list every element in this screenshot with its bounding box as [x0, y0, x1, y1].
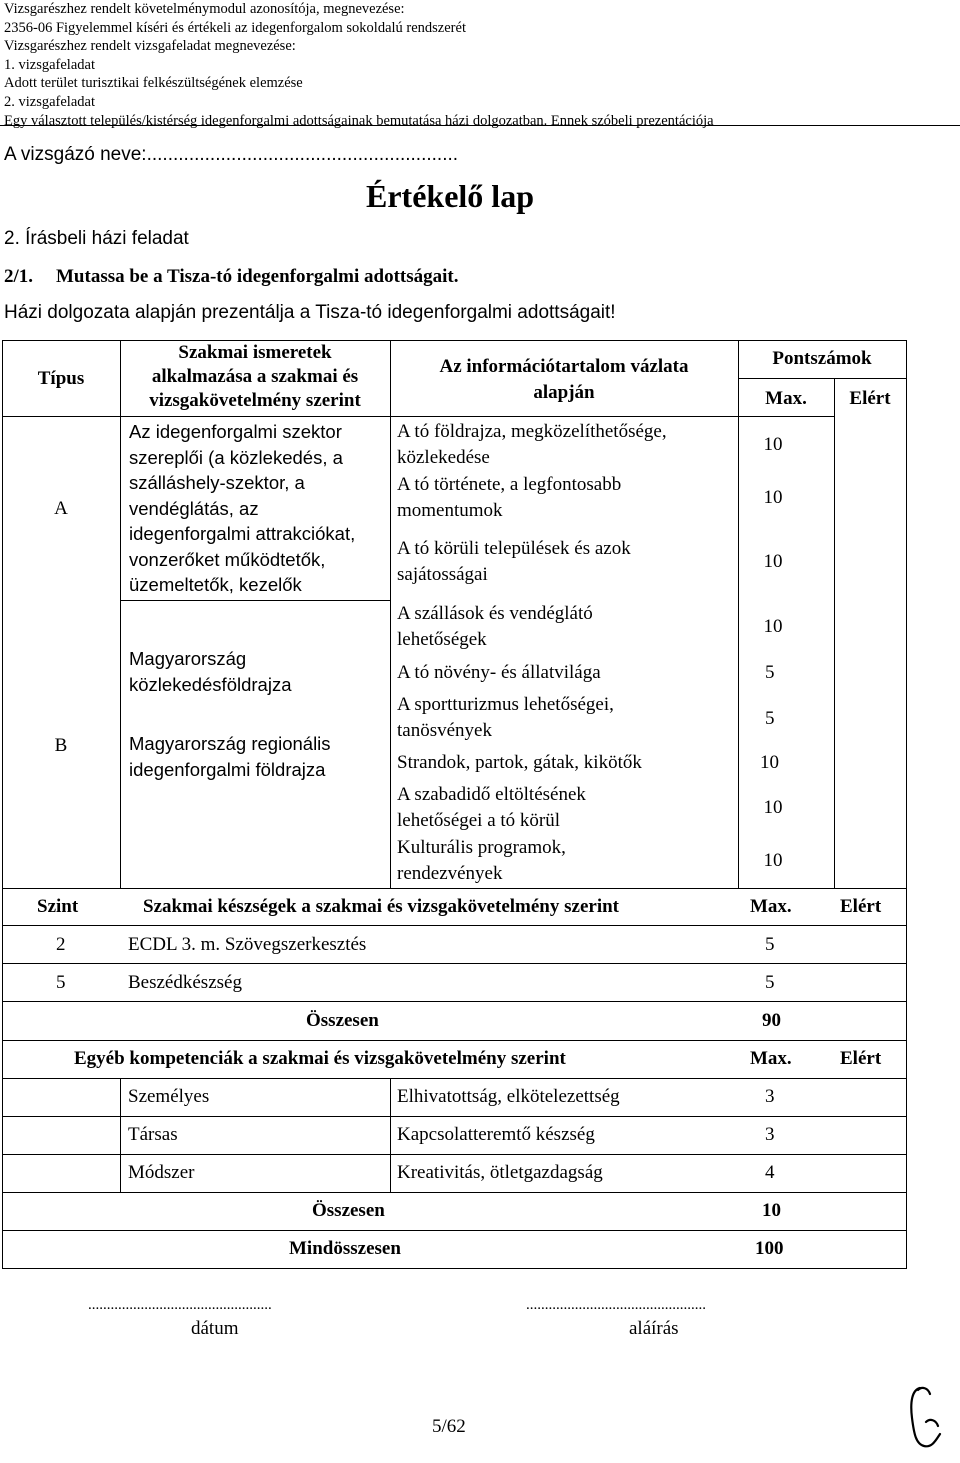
info-item: [397, 835, 737, 886]
info-line: momentumok: [397, 499, 503, 521]
item-max: 10: [763, 551, 783, 572]
info-item: [397, 750, 737, 776]
competency-category: Társas: [128, 1124, 178, 1145]
points-header: Pontszámok: [772, 348, 872, 369]
info-line: A szállások és vendéglátó: [397, 603, 593, 624]
total-label: Összesen: [312, 1200, 385, 1221]
item-max: 5: [765, 662, 775, 683]
header-line: Adott terület turisztikai felkészültségének elemzése: [4, 75, 303, 92]
info-line: sajátosságai: [397, 563, 488, 585]
item-max: 10: [760, 752, 779, 773]
total-value: 90: [762, 1010, 781, 1031]
competency-name: Kapcsolatteremtő készség: [397, 1124, 595, 1145]
section-label: 2. Írásbeli házi feladat: [4, 228, 189, 249]
grid-line: [834, 378, 835, 888]
grid-line: [2, 1192, 907, 1193]
knowledge-line: Magyarország regionális: [129, 733, 331, 754]
grid-line: [2, 1078, 907, 1079]
info-line: A sportturizmus lehetőségei,: [397, 694, 614, 715]
skill-name: Beszédkészség: [128, 972, 242, 993]
info-item: [397, 472, 737, 523]
page-title: Értékelő lap: [366, 178, 534, 214]
header-text-line: alkalmazása a szakmai és: [151, 366, 359, 387]
achieved-header: Elért: [849, 388, 891, 409]
competencies-max-header: Max.: [750, 1048, 792, 1069]
date-label: dátum: [191, 1318, 239, 1339]
knowledge-line: idegenforgalmi földrajza: [129, 758, 326, 780]
skills-achieved-header: Elért: [840, 896, 882, 917]
knowledge-line: Az idegenforgalmi szektor: [129, 421, 342, 442]
competency-name: Elhivatottság, elkötelezettség: [397, 1086, 620, 1107]
grid-line: [2, 1154, 907, 1155]
info-item: [397, 782, 737, 833]
grand-total-value: 100: [755, 1238, 784, 1259]
info-line: A tó földrajza, megközelíthetősége,: [397, 421, 667, 442]
signature-mark: [902, 1382, 946, 1452]
skills-level-header: Szint: [37, 896, 79, 917]
header-line: 1. vizsgafeladat: [4, 56, 95, 73]
info-line: tanösvények: [397, 719, 492, 741]
grid-line: [2, 416, 834, 417]
knowledge-line: vendéglátás, az: [129, 497, 259, 519]
item-max: 10: [763, 434, 783, 455]
competency-category: Személyes: [128, 1086, 210, 1107]
signature-dots: ................................................: [526, 1297, 706, 1313]
item-max: 5: [765, 708, 775, 729]
knowledge-b2: [129, 731, 389, 782]
info-line: közlekedése: [397, 446, 490, 468]
item-max: 10: [763, 850, 783, 871]
info-line: A szabadidő eltöltésének: [397, 784, 586, 805]
item-max: 10: [763, 616, 783, 637]
header-text-line: Szakmai ismeretek: [178, 342, 332, 363]
date-dots: .................................................: [88, 1297, 272, 1313]
item-max: 10: [763, 797, 783, 818]
grid-line: [2, 1116, 907, 1117]
knowledge-line: szálláshely-szektor, a: [129, 472, 305, 493]
skill-max: 5: [765, 972, 775, 993]
header-text-line: Az információtartalom vázlata: [439, 356, 689, 377]
knowledge-line: idegenforgalmi attrakciókat,: [129, 523, 356, 544]
grid-line: [2, 1268, 907, 1269]
grid-line: [2, 1001, 907, 1002]
knowledge-line: közlekedésföldrajza: [129, 673, 292, 695]
grid-line: [120, 340, 121, 888]
competencies-achieved-header: Elért: [840, 1048, 882, 1069]
total-label: Összesen: [306, 1010, 379, 1031]
max-header: Max.: [765, 388, 807, 409]
info-item: [397, 660, 737, 686]
competency-category: Módszer: [128, 1162, 195, 1183]
skill-level: 5: [56, 972, 66, 993]
page-number: 5/62: [432, 1416, 466, 1437]
info-item: [397, 692, 737, 743]
grid-line: [2, 963, 907, 964]
grid-line: [906, 340, 907, 1268]
knowledge-line: vonzerőket működtetők,: [129, 548, 326, 570]
total-value: 10: [762, 1200, 781, 1221]
header-text-line: alapján: [533, 382, 595, 403]
header-divider: [0, 125, 960, 126]
info-line: lehetőségek: [397, 628, 487, 650]
grid-line: [2, 925, 907, 926]
col-type-header: Típus: [37, 368, 85, 389]
knowledge-line: üzemeltetők, kezelők: [129, 574, 302, 595]
col-info-header: [390, 354, 738, 406]
signature-label: aláírás: [629, 1318, 679, 1339]
skills-title: Szakmai készségek a szakmai és vizsgakövetelmény szerint: [143, 896, 619, 917]
grid-line: [120, 1078, 121, 1192]
grand-total-label: Mindösszesen: [289, 1238, 401, 1259]
info-line: lehetőségei a tó körül: [397, 809, 561, 831]
type-b: B: [54, 735, 68, 756]
grid-line: [390, 1078, 391, 1192]
competency-name: Kreativitás, ötletgazdagság: [397, 1162, 603, 1183]
info-line: A tó története, a legfontosabb: [397, 474, 622, 495]
knowledge-a: [129, 419, 389, 598]
info-line: A tó növény- és állatvilága: [397, 662, 601, 683]
info-item: [397, 536, 737, 587]
skill-level: 2: [56, 934, 66, 955]
grid-line: [120, 600, 390, 601]
grid-line: [2, 1230, 907, 1231]
grid-line: [2, 1040, 907, 1041]
header-line: Vizsgarészhez rendelt vizsgafeladat megnevezése:: [4, 38, 296, 55]
info-line: A tó körüli települések és azok: [397, 538, 631, 559]
skills-max-header: Max.: [750, 896, 792, 917]
header-text-line: vizsgakövetelmény szerint: [149, 390, 361, 411]
info-line: Kulturális programok,: [397, 837, 566, 858]
competency-max: 4: [765, 1162, 775, 1183]
item-max: 10: [763, 487, 783, 508]
info-item: [397, 419, 737, 470]
skill-name: ECDL 3. m. Szövegszerkesztés: [128, 934, 367, 955]
type-a: A: [54, 498, 68, 519]
header-line: Egy választott település/kistérség idegenforgalmi adottságainak bemutatása házi dolgozatban. Ennek szóbeli prezentációja: [4, 112, 714, 129]
knowledge-line: Magyarország: [129, 648, 247, 669]
header-line: Vizsgarészhez rendelt követelménymodul azonosítója, megnevezése:: [4, 1, 405, 17]
grid-line: [390, 340, 391, 888]
info-item: [397, 601, 737, 652]
header-line: 2356-06 Figyelemmel kíséri és értékeli az idegenforgalom sokoldalú rendszerét: [4, 19, 466, 36]
task-number: 2/1.: [4, 266, 34, 287]
col-knowledge-header: [120, 341, 390, 413]
module-header: [4, 0, 714, 130]
instruction-line: Házi dolgozata alapján prezentálja a Tisza-tó idegenforgalmi adottságait!: [4, 302, 616, 323]
header-line: 2. vizsgafeladat: [4, 93, 95, 110]
candidate-name-line: A vizsgázó neve:...........................................................: [4, 144, 459, 165]
grid-line: [2, 888, 907, 889]
task-text: Mutassa be a Tisza-tó idegenforgalmi adottságait.: [56, 266, 459, 287]
info-line: Strandok, partok, gátak, kikötők: [397, 752, 642, 773]
grid-line: [2, 340, 3, 1268]
skill-max: 5: [765, 934, 775, 955]
task-line: [4, 266, 459, 288]
competency-max: 3: [765, 1124, 775, 1145]
knowledge-b1: [129, 646, 389, 697]
competencies-title: Egyéb kompetenciák a szakmai és vizsgakövetelmény szerint: [74, 1048, 566, 1069]
info-line: rendezvények: [397, 862, 503, 884]
competency-max: 3: [765, 1086, 775, 1107]
knowledge-line: szereplői (a közlekedés, a: [129, 446, 343, 468]
grid-line: [738, 378, 907, 379]
